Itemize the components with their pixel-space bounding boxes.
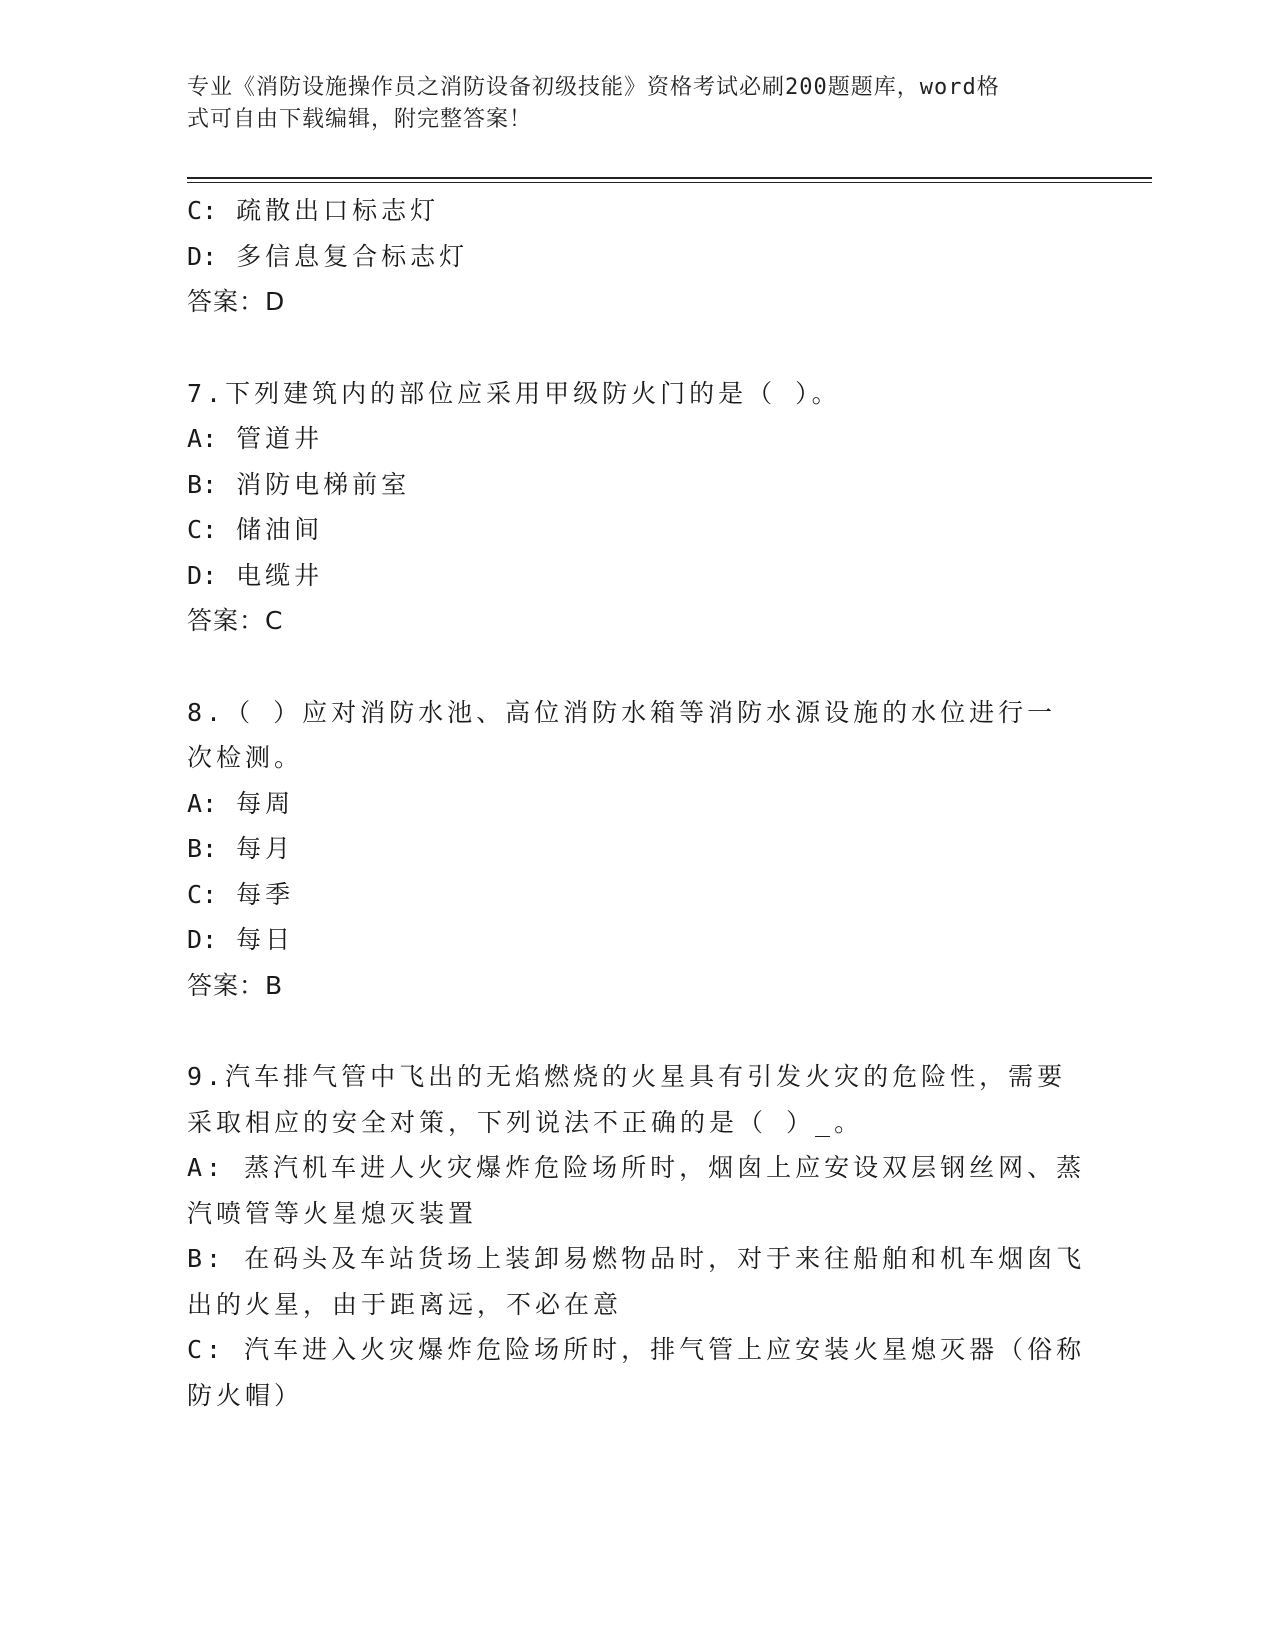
option-d: D: 多信息复合标志灯 (187, 241, 469, 271)
question-stem-line-2: 次检测。 (187, 743, 304, 772)
spacer (187, 325, 1087, 371)
question-6-tail (187, 188, 1087, 325)
option-a: A: 管道井 (187, 424, 324, 453)
option-a-line-2: 汽喷管等火星熄灭装置 (187, 1198, 478, 1228)
option-d: D: 每日 (187, 925, 295, 954)
option-a-line-1: A: 蒸汽机车进人火灾爆炸危险场所时，烟囱上应安设双层钢丝网、蒸 (187, 1153, 1086, 1182)
header-line-2: 式可自由下载编辑，附完整答案！ (187, 107, 533, 132)
spacer (187, 1008, 1087, 1054)
option-d: D: 电缆井 (187, 560, 324, 590)
option-b: B: 每月 (187, 834, 295, 863)
answer-line: 答案：B (187, 970, 284, 1000)
option-c-line-1: C: 汽车进入火灾爆炸危险场所时，排气管上应安装火星熄灭器（俗称 (187, 1335, 1086, 1364)
question-stem: 7.下列建筑内的部位应采用甲级防火门的是（ ）。 (187, 378, 841, 408)
question-stem-line-1: 8.（ ）应对消防水池、高位消防水箱等消防水源设施的水位进行一 (187, 697, 1057, 727)
header-line-1: 专业《消防设施操作员之消防设备初级技能》资格考试必刷200题题库，word格 (187, 75, 1000, 100)
answer-line: 答案：C (187, 606, 284, 635)
question-9 (187, 1054, 1087, 1418)
spacer (187, 644, 1087, 690)
answer-line: 答案：D (187, 287, 286, 316)
option-c: C: 每季 (187, 879, 295, 909)
header-divider-thick (187, 177, 1152, 179)
option-a: A: 每周 (187, 788, 295, 818)
question-7 (187, 371, 1087, 644)
option-c-line-2: 防火帽） (187, 1380, 304, 1410)
question-stem-line-2: 采取相应的安全对策，下列说法不正确的是（ ）_。 (187, 1107, 864, 1137)
header-divider-thin (187, 182, 1152, 183)
question-stem-line-1: 9.汽车排气管中飞出的无焰燃烧的火星具有引发火灾的危险性，需要 (187, 1062, 1067, 1091)
option-c: C: 储油间 (187, 515, 324, 544)
option-b-line-2: 出的火星，由于距离远，不必在意 (187, 1289, 623, 1319)
question-8 (187, 690, 1087, 1009)
document-header (187, 72, 1067, 136)
option-c: C: 疏散出口标志灯 (187, 196, 440, 225)
document-body (187, 188, 1087, 1418)
option-b: B: 消防电梯前室 (187, 469, 411, 499)
option-b-line-1: B: 在码头及车站货场上装卸易燃物品时，对于来往船舶和机车烟囱飞 (187, 1244, 1086, 1273)
